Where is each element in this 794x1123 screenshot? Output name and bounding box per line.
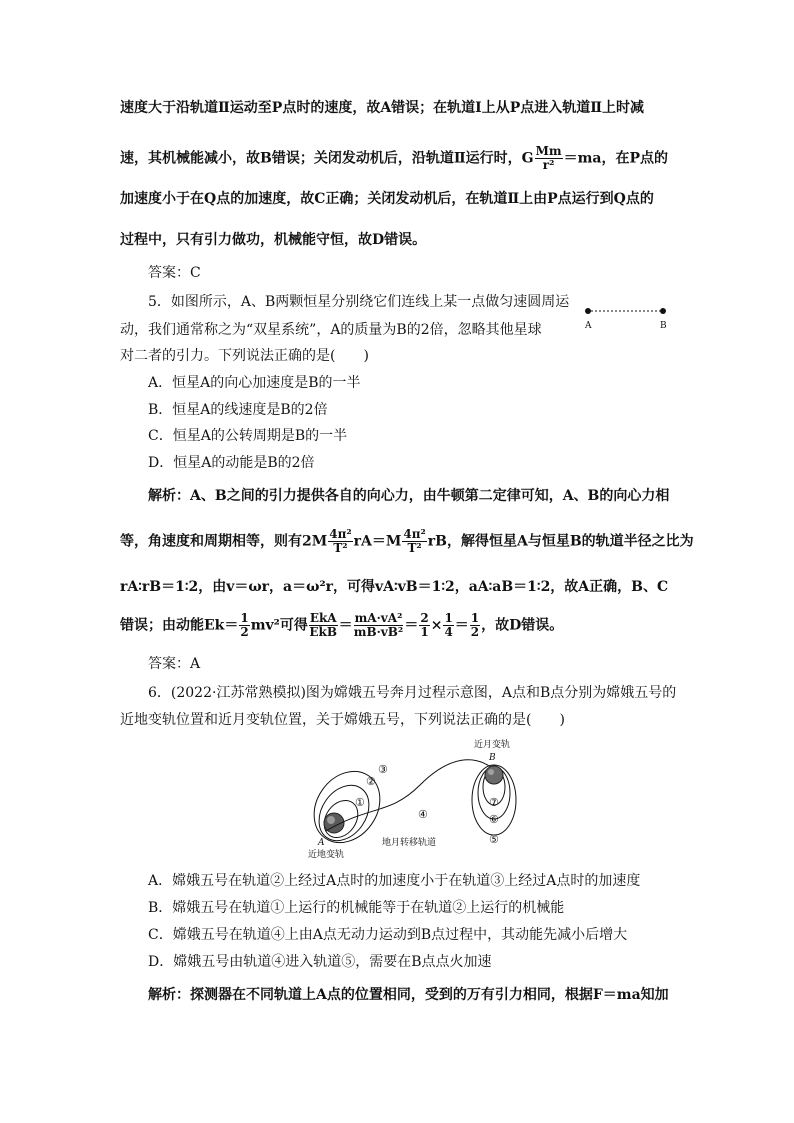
prev-solution-line-1: 速度大于沿轨道Ⅱ运动至P点时的速度，故A错误；在轨道Ⅰ上从P点进入轨道Ⅱ上时减 [120,100,645,116]
near-earth-label: 近地变轨 [308,850,345,860]
q6-solution-line-1: 解析：探测器在不同轨道上A点的位置相同，受到的万有引力相同，根据F＝ma知加 [148,987,669,1003]
earth-highlight [327,816,335,824]
point-a-label: A [318,838,325,848]
transfer-orbit [326,760,492,831]
orbit-6-label: ⑥ [489,813,499,826]
moon-icon [485,766,503,784]
orbit-2-label: ② [366,775,376,788]
q5-stem-line-2: 动，我们通常称之为“双星系统”，A的质量为B的2倍，忽略其他星球 [120,322,542,338]
q5-solution-line-1: 解析：A、B之间的引力提供各自的向心力，由牛顿第二定律可知，A、B的向心力相 [148,488,670,504]
q6-stem-line-1: 6．(2022·江苏常熟模拟)图为嫦娥五号奔月过程示意图，A点和B点分别为嫦娥五号的 [148,685,677,701]
prev-answer: 答案：C [148,265,201,281]
q5-solution-line-4: 错误；由动能Ek＝ $\frac{1}{2}$ mv²可得 $\frac{\text{EkA}}{\text{EkB}}$ ＝ $\frac{\text{mA·vA²}}{\text{mB·vB²}}$ ＝ $\frac{2}{1}$ × $\frac{1}{4}$ ＝ $\frac{1}{2}$ ，故D错误。 [120,611,564,639]
q6-stem-line-2: 近地变轨位置和近月变轨位置，关于嫦娥五号，下列说法正确的是( ) [120,712,565,728]
orbit-7-label: ⑦ [489,796,499,809]
q5-solution-line-3: rA∶rB＝1∶2，由v＝ωr，a＝ω²r，可得vA∶vB＝1∶2，aA∶aB＝1∶2，故A正确，B、C [120,579,669,595]
near-moon-label: 近月变轨 [474,740,511,750]
q5-stem-line-3: 对二者的引力。下列说法正确的是( ) [120,348,369,364]
orbit-3-label: ③ [378,763,388,776]
change5-orbit-figure [300,735,540,865]
star-b-label: B [660,321,667,331]
prev-solution-line-4: 过程中，只有引力做功，机械能守恒，故D错误。 [120,232,427,248]
q6-option-c: C．嫦娥五号在轨道④上由A点无动力运动到B点过程中，其动能先减小后增大 [148,927,628,943]
prev-solution-line-3: 加速度小于在Q点的加速度，故C正确；关闭发动机后，在轨道Ⅱ上由P点运行到Q点的 [120,191,654,207]
point-b-label: B [489,753,496,763]
q5-solution-line-2: 等，角速度和周期相等，则有2M $\frac{\text{4π²}}{\text{T²}}$ rA＝M $\frac{\text{4π²}}{\text{T²}}$ rB，解得恒星A与恒星B的轨道半径之比为 [120,527,694,555]
q6-option-a: A．嫦娥五号在轨道②上经过A点时的加速度小于在轨道③上经过A点时的加速度 [148,873,641,889]
q5-option-d: D．恒星A的动能是B的2倍 [148,455,315,471]
binary-star-figure [580,302,680,334]
orbit-4-label: ④ [418,808,428,821]
q5-option-c: C．恒星A的公转周期是B的一半 [148,428,348,444]
moon-highlight [488,769,494,775]
prev-solution-line-2: 速，其机械能减小，故B错误；关闭发动机后，沿轨道Ⅱ运行时，G $\frac{Mm}{\text{r²}}$ ＝ma，在P点的 [120,144,668,172]
star-b-dot [660,308,666,314]
q6-option-b: B．嫦娥五号在轨道①上运行的机械能等于在轨道②上运行的机械能 [148,900,565,916]
transfer-orbit-label: 地月转移轨道 [382,838,437,848]
q5-option-a: A．恒星A的向心加速度是B的一半 [148,375,361,391]
q5-option-b: B．恒星A的线速度是B的2倍 [148,402,328,418]
q6-option-d: D．嫦娥五号由轨道④进入轨道⑤，需要在B点点火加速 [148,954,492,970]
q5-stem-line-1: 5．如图所示，A、B两颗恒星分别绕它们连线上某一点做匀速圆周运 [148,294,570,310]
orbit-1-label: ① [355,796,365,809]
gravity-fraction: $\frac{Mm}{\text{r²}}$ [535,144,562,172]
star-a-label: A [585,321,592,331]
q5-answer: 答案：A [148,656,201,672]
star-a-dot [585,308,591,314]
orbit-5-label: ⑤ [489,833,499,846]
